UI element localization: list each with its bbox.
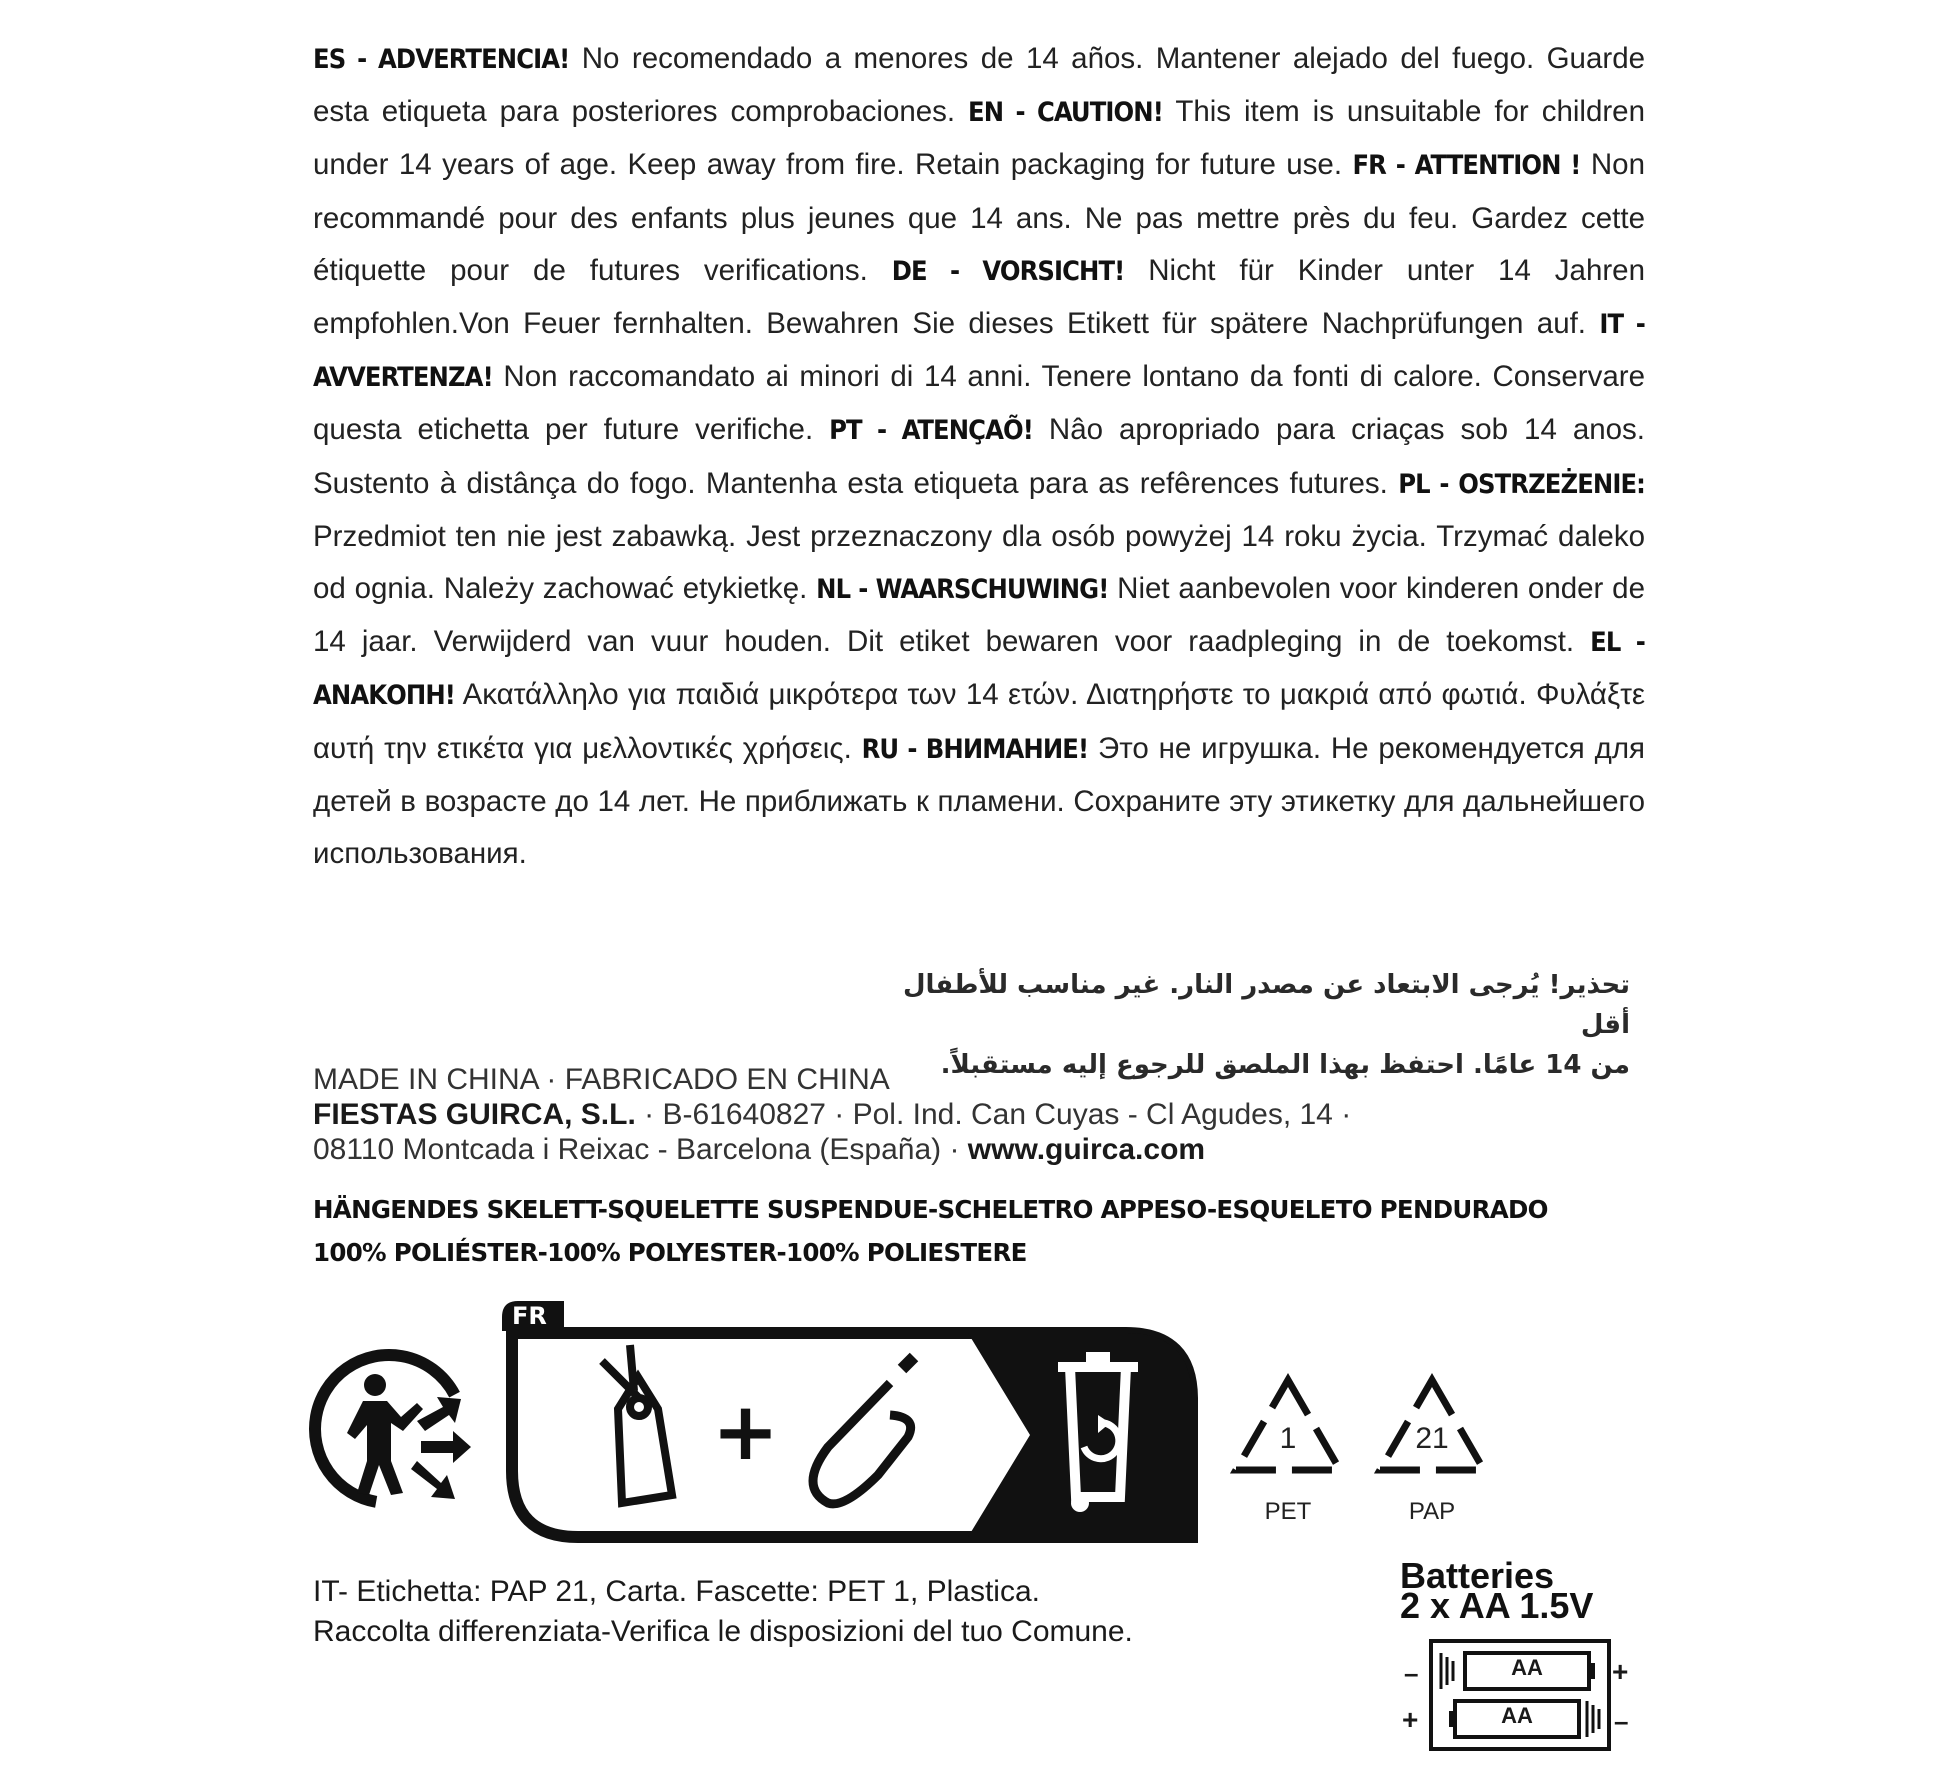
warning-text: Nâo apropriado para criaças sob 14 anos. Sustento à distânça do fogo. Mantenha esta etiqueta para as refêrences futures. [313, 413, 1646, 500]
batteries-info [1400, 1555, 1594, 1626]
pet-number: 1 [1279, 1422, 1297, 1455]
warning-label: NL - WAARSCHUWING! [816, 574, 1109, 606]
warning-text: This item is unsuitable for children under 14 years of age. Keep away from fire. Retain packaging for future use. [313, 95, 1645, 182]
address-line-2 [313, 1132, 1351, 1167]
warning-label: DE - VORSICHT! [891, 255, 1125, 287]
warning-label: RU - ВНИМАНИЕ! [861, 733, 1089, 765]
italy-disposal-info [313, 1572, 1133, 1652]
origin-line: MADE IN CHINA · FABRICADO EN CHINA [313, 1063, 890, 1096]
pap-label: PAP [1408, 1498, 1456, 1525]
cable-tie-icon [813, 1357, 914, 1504]
pet-label: PET [1264, 1498, 1312, 1525]
tag-icon [602, 1345, 672, 1503]
fr-recycling-panel [498, 1297, 1202, 1551]
triman-icon [305, 1343, 477, 1515]
warning-text: Przedmiot ten nie jest zabawką. Jest przeznaczony dla osób powyżej 14 roku życia. Trzymać daleko od ognia. Należy zachować etykietkę. [313, 519, 1645, 606]
warning-label: EL - ΑΝΑΚΟΠΗ! [313, 627, 1645, 712]
warning-text: Non raccomandato ai minori di 14 anni. Tenere lontano da fonti di calore. Conservare questa etichetta per future verifiche. [313, 360, 1645, 447]
warning-text: Niet aanbevolen voor kinderen onder de 14 jaar. Verwijderd van vuur houden. Dit etiket bewaren voor raadpleging in de toekomst. [313, 572, 1645, 659]
plus-sign: + [712, 1385, 780, 1478]
warning-paragraph [313, 33, 1645, 880]
warning-label: PL - OSTRZEŻENIE: [1398, 468, 1645, 500]
product-material: 100% POLIÉSTER-100% POLYESTER-100% POLIESTERE [313, 1238, 1027, 1267]
warning-text: Nicht für Kinder unter 14 Jahren empfohlen.Von Feuer fernhalten. Bewahren Sie dieses Etikett für spätere Nachprüfungen auf. [313, 253, 1645, 341]
warning-label: FR - ATTENTION ! [1352, 150, 1581, 182]
italy-line-2: Raccolta differenziata-Verifica le disposizioni del tuo Comune. [313, 1615, 1133, 1648]
battery-minus-top: – [1404, 1658, 1419, 1688]
battery-plus-top: + [1612, 1656, 1629, 1687]
warning-label: IT - AVVERTENZA! [313, 309, 1645, 394]
arabic-line-2: من 14 عامًا. احتفظ بهذا الملصق للرجوع إليه مستقبلاً. [940, 1050, 1630, 1080]
battery-cell-1: AA [1511, 1655, 1543, 1680]
address-line-1 [313, 1097, 1351, 1132]
warning-label: PT - ATENÇAÕ! [829, 415, 1033, 447]
company-name: FIESTAS GUIRCA, S.L. [313, 1098, 636, 1131]
fr-tab-label: FR [512, 1302, 547, 1330]
address-part-2: 08110 Montcada i Reixac - Barcelona (España) · [313, 1133, 968, 1166]
website-link[interactable]: www.guirca.com [967, 1133, 1206, 1166]
italy-line-1: IT- Etichetta: PAP 21, Carta. Fascette: PET 1, Plastica. [313, 1575, 1040, 1608]
warning-text: Non recommandé pour des enfants plus jeunes que 14 ans. Ne pas mettre près du feu. Gardez cette étiquette pour de futures verifications. [313, 148, 1645, 287]
warning-label: ES - ADVERTENCIA! [313, 44, 570, 75]
manufacturer-info [313, 1062, 1351, 1167]
pap-number: 21 [1415, 1422, 1449, 1455]
arabic-line-1: تحذير! يُرجى الابتعاد عن مصدر النار. غير مناسب للأطفال أقل [902, 970, 1630, 1040]
product-names: HÄNGENDES SKELETT-SQUELETTE SUSPENDUE-SCHELETRO APPESO-ESQUELETO PENDURADO [313, 1195, 1548, 1224]
battery-plus-bottom: + [1402, 1704, 1419, 1735]
address-part-1: · B-61640827 · Pol. Ind. Can Cuyas - Cl Agudes, 14 · [635, 1098, 1352, 1131]
batteries-title: Batteries [1400, 1555, 1555, 1596]
warning-text: No recomendado a menores de 14 años. Mantener alejado del fuego. Guarde esta etiqueta para posteriores comprobaciones. [313, 42, 1646, 129]
battery-diagram-icon [1405, 1635, 1635, 1755]
battery-cell-2: AA [1501, 1703, 1533, 1728]
battery-minus-bottom: – [1614, 1706, 1629, 1736]
product-info [313, 1188, 1713, 1274]
batteries-spec: 2 x AA 1.5V [1400, 1585, 1594, 1626]
warning-text: Это не игрушка. Не рекомендуется для детей в возрасте до 14 лет. Не приближать к пламени. Сохраните эту этикетку для дальнейшего использования. [313, 731, 1646, 871]
warning-label: EN - CAUTION! [968, 97, 1163, 129]
warning-text: Ακατάλληλο για παιδιά μικρότερα των 14 ετών. Διατηρήστε το μακριά από φωτιά. Φυλάξτε αυτή την ετικέτα για μελλοντικές χρήσεις. [313, 678, 1645, 765]
